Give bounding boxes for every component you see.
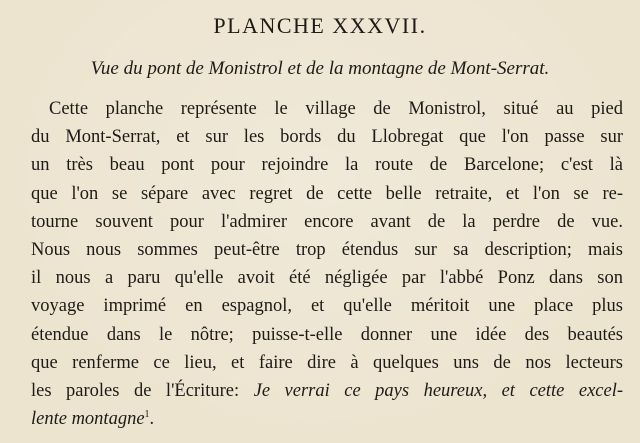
text-line bbox=[31, 377, 623, 405]
text-line: il nous a paru qu'elle avoit été négligée par l'abbé Ponz dans son bbox=[31, 268, 623, 289]
body-paragraph bbox=[31, 95, 623, 433]
sentence-end: . bbox=[149, 409, 155, 430]
text-line: étendue dans le nôtre; puisse-t-elle donner une idée des beautés bbox=[31, 324, 623, 345]
text-line bbox=[31, 405, 623, 433]
text-line: que renferme ce lieu, et faire dire à quelques uns de nos lecteurs bbox=[31, 352, 623, 373]
scripture-quote-end: lente montagne bbox=[31, 409, 145, 430]
text-line: Nous nous sommes peut-être trop étendus sur sa description; mais bbox=[31, 240, 623, 261]
text-line: du Mont-Serrat, et sur les bords du Llobregat que l'on passe sur bbox=[31, 127, 623, 148]
plate-subtitle: Vue du pont de Monistrol et de la montagne de Mont-Serrat. bbox=[90, 58, 550, 79]
plate-heading: PLANCHE XXXVII. bbox=[213, 13, 427, 38]
text-line: Cette planche représente le village de Monistrol, situé au pied bbox=[49, 99, 623, 119]
footnote-marker: 1 bbox=[144, 409, 150, 421]
scripture-quote: Je verrai ce pays heureux, et cette excel- bbox=[253, 381, 624, 402]
text-line: un très beau pont pour rejoindre la route de Barcelone; c'est là bbox=[31, 155, 623, 176]
text-line: que l'on se sépare avec regret de cette belle retraite, et l'on se re- bbox=[31, 183, 623, 204]
text-line: tourne souvent pour l'admirer encore avant de la perdre de vue. bbox=[31, 211, 623, 232]
text-line: voyage imprimé en espagnol, et qu'elle méritoit une place plus bbox=[31, 296, 623, 317]
text-roman-segment: les paroles de l'Écriture: bbox=[31, 381, 240, 402]
